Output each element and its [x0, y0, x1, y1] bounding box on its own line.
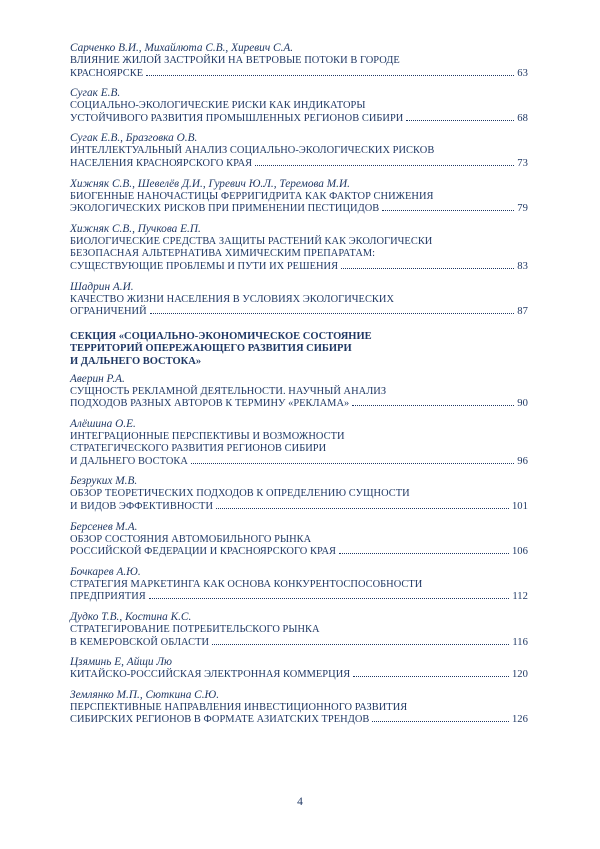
- toc-entry-title-line: ПРЕДПРИЯТИЯ: [70, 591, 146, 603]
- toc-entry[interactable]: [70, 521, 528, 559]
- toc-entry[interactable]: [70, 656, 528, 682]
- toc-entry-title-line: БЕЗОПАСНАЯ АЛЬТЕРНАТИВА ХИМИЧЕСКИМ ПРЕПАРАТАМ:: [70, 248, 376, 260]
- dot-leader: [406, 119, 514, 121]
- dot-leader: [255, 164, 514, 166]
- toc-entry-title-line: СУЩНОСТЬ РЕКЛАМНОЙ ДЕЯТЕЛЬНОСТИ. НАУЧНЫЙ АНАЛИЗ: [70, 385, 387, 397]
- toc-entry-title: [70, 488, 528, 513]
- dot-leader: [191, 462, 514, 464]
- toc-entry-page-number: 112: [512, 591, 528, 603]
- toc-entry-page-number: 116: [512, 636, 528, 648]
- toc-entry-last-line: [70, 456, 528, 469]
- toc-entry-authors: Шадрин А.И.: [70, 280, 134, 293]
- toc-entry[interactable]: [70, 223, 528, 274]
- toc-entry-authors: Безруких М.В.: [70, 475, 138, 488]
- toc-entry-title-line: ИНТЕГРАЦИОННЫЕ ПЕРСПЕКТИВЫ И ВОЗМОЖНОСТИ: [70, 430, 345, 442]
- toc-list-socioeconomic: [70, 373, 528, 728]
- toc-entry-page-number: 73: [517, 157, 528, 169]
- section-heading-line: ТЕРРИТОРИЙ ОПЕРЕЖАЮЩЕГО РАЗВИТИЯ СИБИРИ: [70, 343, 352, 355]
- toc-entry-last-line: [70, 546, 528, 559]
- toc-entry[interactable]: [70, 132, 528, 170]
- toc-entry-title-line: БИОГЕННЫЕ НАНОЧАСТИЦЫ ФЕРРИГИДРИТА КАК ФАКТОР СНИЖЕНИЯ: [70, 190, 434, 202]
- toc-entry[interactable]: [70, 611, 528, 649]
- toc-entry-authors: Бочкарев А.Ю.: [70, 565, 141, 578]
- toc-entry-title-line: И ВИДОВ ЭФФЕКТИВНОСТИ: [70, 501, 214, 513]
- dot-leader: [216, 507, 509, 509]
- toc-entry-title-line: СТРАТЕГИЧЕСКОГО РАЗВИТИЯ РЕГИОНОВ СИБИРИ: [70, 443, 327, 455]
- toc-entry-title-line: ИНТЕЛЛЕКТУАЛЬНЫЙ АНАЛИЗ СОЦИАЛЬНО-ЭКОЛОГИЧЕСКИХ РИСКОВ: [70, 145, 435, 157]
- dot-leader: [146, 74, 514, 76]
- table-of-contents: [70, 42, 528, 734]
- toc-entry-title-line: ВЛИЯНИЕ ЖИЛОЙ ЗАСТРОЙКИ НА ВЕТРОВЫЕ ПОТОКИ В ГОРОДЕ: [70, 55, 400, 66]
- toc-entry[interactable]: [70, 178, 528, 216]
- toc-entry-last-line: [70, 306, 528, 319]
- toc-entry[interactable]: [70, 373, 528, 411]
- toc-entry-title-line: ОГРАНИЧЕНИЙ: [70, 306, 147, 318]
- toc-entry-title: [70, 55, 528, 80]
- toc-entry-title-line: ПЕРСПЕКТИВНЫЕ НАПРАВЛЕНИЯ ИНВЕСТИЦИОННОГО РАЗВИТИЯ: [70, 701, 408, 713]
- dot-leader: [212, 643, 509, 645]
- toc-entry-title: [70, 624, 528, 649]
- dot-leader: [382, 209, 514, 211]
- toc-entry-last-line: [70, 714, 528, 727]
- toc-entry-last-line: [70, 261, 528, 274]
- toc-entry-title: [70, 294, 528, 319]
- toc-entry-title-line: СУЩЕСТВУЮЩИЕ ПРОБЛЕМЫ И ПУТИ ИХ РЕШЕНИЯ: [70, 260, 339, 272]
- toc-entry-title: [70, 191, 528, 216]
- toc-entry-authors: Сугак Е.В.: [70, 87, 121, 100]
- toc-entry[interactable]: [70, 42, 528, 80]
- toc-entry-authors: Хижняк С.В., Шевелёв Д.И., Гуревич Ю.Л., Теремова М.И.: [70, 177, 350, 190]
- dot-leader: [149, 597, 510, 599]
- toc-entry-page-number: 87: [517, 306, 528, 318]
- page-number: 4: [297, 796, 303, 808]
- toc-entry-page-number: 96: [517, 455, 528, 467]
- section-heading-line: И ДАЛЬНЕГО ВОСТОКА»: [70, 355, 202, 367]
- toc-entry-title: [70, 534, 528, 559]
- toc-entry-last-line: [70, 591, 528, 604]
- toc-entry-last-line: [70, 113, 528, 126]
- toc-entry-authors: Берсенев М.А.: [70, 520, 138, 533]
- toc-entry-title-line: УСТОЙЧИВОГО РАЗВИТИЯ ПРОМЫШЛЕННЫХ РЕГИОНОВ СИБИРИ: [70, 112, 404, 124]
- toc-entry-page-number: 79: [517, 203, 528, 215]
- toc-entry-title-line: РОССИЙСКОЙ ФЕДЕРАЦИИ И КРАСНОЯРСКОГО КРАЯ: [70, 546, 336, 558]
- toc-entry-authors: Хижняк С.В., Пучкова Е.П.: [70, 222, 201, 235]
- toc-entry-last-line: [70, 68, 528, 81]
- toc-entry[interactable]: [70, 281, 528, 319]
- toc-entry-title: [70, 386, 528, 411]
- toc-entry-page-number: 83: [517, 260, 528, 272]
- toc-entry[interactable]: [70, 418, 528, 469]
- toc-entry-title-line: ОБЗОР СОСТОЯНИЯ АВТОМОБИЛЬНОГО РЫНКА: [70, 533, 312, 545]
- toc-entry-page-number: 90: [517, 398, 528, 410]
- dot-leader: [352, 404, 514, 406]
- toc-entry-title-line: КИТАЙСКО-РОССИЙСКАЯ ЭЛЕКТРОННАЯ КОММЕРЦИЯ: [70, 669, 351, 681]
- toc-entry-authors: Аверин Р.А.: [70, 372, 125, 385]
- toc-entry[interactable]: [70, 475, 528, 513]
- dot-leader: [341, 267, 514, 269]
- toc-entry-authors: Сарченко В.И., Михайлюта С.В., Хиревич С.А.: [70, 42, 294, 54]
- toc-entry-title: [70, 145, 528, 170]
- toc-entry-title-line: ПОДХОДОВ РАЗНЫХ АВТОРОВ К ТЕРМИНУ «РЕКЛАМА»: [70, 398, 350, 410]
- toc-entry[interactable]: [70, 566, 528, 604]
- toc-entry-title-line: СОЦИАЛЬНО-ЭКОЛОГИЧЕСКИЕ РИСКИ КАК ИНДИКАТОРЫ: [70, 100, 366, 112]
- toc-entry-title-line: СТРАТЕГИРОВАНИЕ ПОТРЕБИТЕЛЬСКОГО РЫНКА: [70, 624, 320, 636]
- toc-entry[interactable]: [70, 689, 528, 727]
- toc-entry-title: [70, 702, 528, 727]
- toc-entry-authors: Землянко М.П., Сюткина С.Ю.: [70, 688, 220, 701]
- toc-entry-title-line: ОБЗОР ТЕОРЕТИЧЕСКИХ ПОДХОДОВ К ОПРЕДЕЛЕНИЮ СУЩНОСТИ: [70, 488, 410, 500]
- toc-entry-title-line: СТРАТЕГИЯ МАРКЕТИНГА КАК ОСНОВА КОНКУРЕНТОСПОСОБНОСТИ: [70, 578, 423, 590]
- toc-entry-last-line: [70, 203, 528, 216]
- section-heading: [70, 331, 528, 369]
- toc-entry-page-number: 63: [517, 67, 528, 79]
- toc-entry-authors: Алёшина О.Е.: [70, 417, 136, 430]
- toc-entry-title-line: КРАСНОЯРСКЕ: [70, 67, 144, 79]
- toc-entry-page-number: 120: [511, 669, 528, 681]
- toc-entry-title-line: И ДАЛЬНЕГО ВОСТОКА: [70, 455, 188, 467]
- toc-entry-title-line: ЭКОЛОГИЧЕСКИХ РИСКОВ ПРИ ПРИМЕНЕНИИ ПЕСТИЦИДОВ: [70, 203, 380, 215]
- toc-entry-last-line: [70, 158, 528, 171]
- toc-entry-title-line: В КЕМЕРОВСКОЙ ОБЛАСТИ: [70, 636, 210, 648]
- dot-leader: [372, 720, 509, 722]
- toc-entry[interactable]: [70, 87, 528, 125]
- toc-entry-last-line: [70, 398, 528, 411]
- toc-entry-title-line: НАСЕЛЕНИЯ КРАСНОЯРСКОГО КРАЯ: [70, 157, 253, 169]
- toc-entry-authors: Дудко Т.В., Костина К.С.: [70, 611, 192, 624]
- toc-entry-page-number: 68: [517, 112, 528, 124]
- dot-leader: [353, 675, 509, 677]
- toc-entry-authors: Цзяминь Е, Айщи Лю: [70, 656, 172, 669]
- toc-entry-title-line: БИОЛОГИЧЕСКИЕ СРЕДСТВА ЗАЩИТЫ РАСТЕНИЙ КАК ЭКОЛОГИЧЕСКИ: [70, 235, 433, 247]
- toc-entry-title: [70, 100, 528, 125]
- dot-leader: [339, 552, 509, 554]
- toc-entry-page-number: 126: [511, 714, 528, 726]
- toc-entry-title-line: КАЧЕСТВО ЖИЗНИ НАСЕЛЕНИЯ В УСЛОВИЯХ ЭКОЛОГИЧЕСКИХ: [70, 293, 395, 305]
- toc-list-ecology: [70, 42, 528, 319]
- toc-entry-last-line: [70, 501, 528, 514]
- toc-entry-page-number: 101: [511, 501, 528, 513]
- section-heading-line: СЕКЦИЯ «СОЦИАЛЬНО-ЭКОНОМИЧЕСКОЕ СОСТОЯНИЕ: [70, 330, 372, 342]
- toc-entry-last-line: [70, 669, 528, 682]
- dot-leader: [150, 312, 515, 314]
- toc-entry-title: [70, 431, 528, 469]
- toc-entry-title: [70, 236, 528, 274]
- toc-entry-last-line: [70, 637, 528, 650]
- toc-entry-page-number: 106: [511, 546, 528, 558]
- toc-entry-title: [70, 669, 528, 682]
- toc-entry-title: [70, 579, 528, 604]
- toc-entry-authors: Сугак Е.В., Бразговка О.В.: [70, 132, 198, 145]
- toc-entry-title-line: СИБИРСКИХ РЕГИОНОВ В ФОРМАТЕ АЗИАТСКИХ ТРЕНДОВ: [70, 714, 370, 726]
